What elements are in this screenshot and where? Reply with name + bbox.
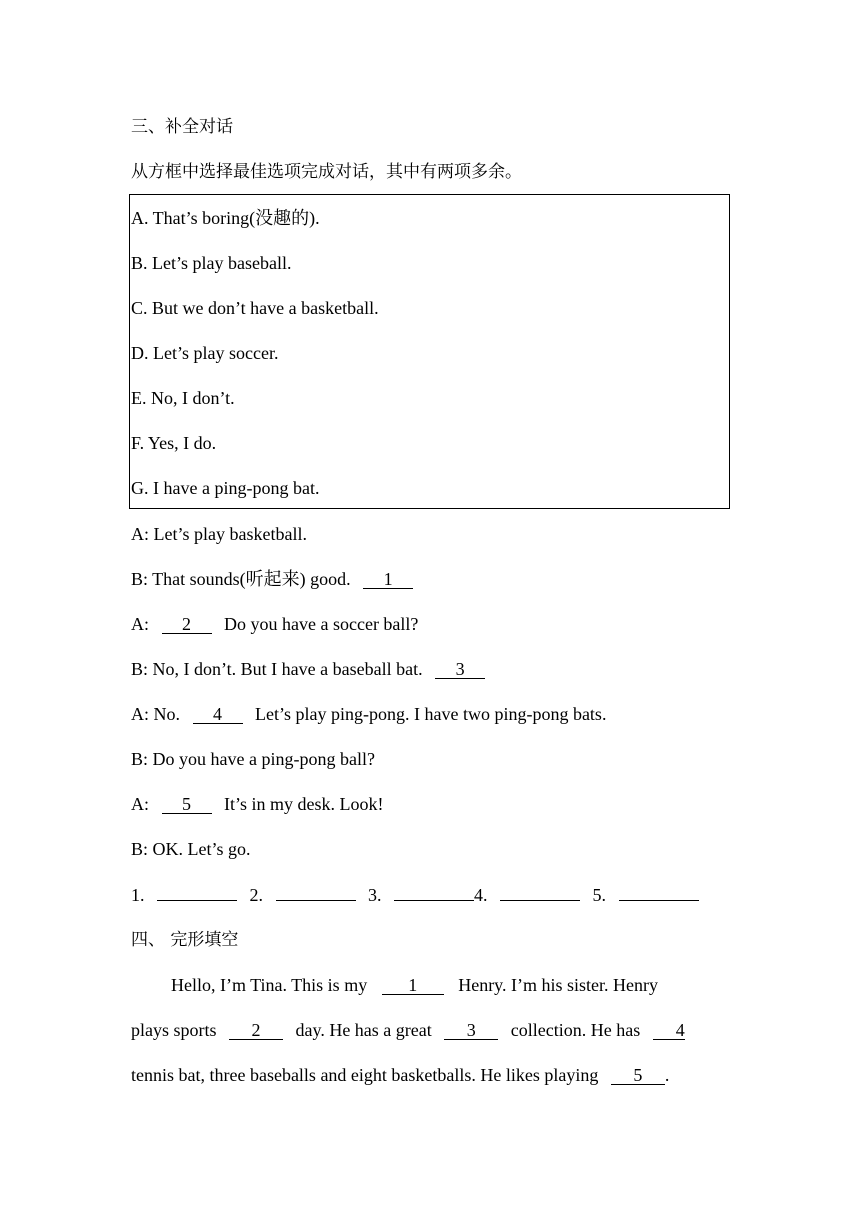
option-d: D. Let’s play soccer.: [131, 343, 279, 363]
dialogue-blank-5[interactable]: 5: [162, 795, 212, 814]
section-3-heading: 三、补全对话: [131, 117, 233, 137]
answer-input-1[interactable]: [157, 884, 237, 901]
dialogue-text: It’s in my desk. Look!: [224, 794, 384, 814]
cloze-text: tennis bat, three baseballs and eight basketballs. He likes playing: [131, 1065, 599, 1085]
dialogue-line-8: B: OK. Let’s go.: [131, 839, 251, 859]
answer-label-2: 2.: [249, 885, 263, 905]
dialogue-blank-3[interactable]: 3: [435, 660, 485, 679]
dialogue-line-5: [131, 703, 606, 725]
option-g: G. I have a ping-pong bat.: [131, 478, 320, 498]
dialogue-text: B: That sounds(听起来) good.: [131, 569, 351, 589]
answer-label-1: 1.: [131, 885, 145, 905]
dialogue-text: Do you have a soccer ball?: [224, 614, 419, 634]
cloze-text: day. He has a great: [295, 1020, 432, 1040]
option-b: B. Let’s play baseball.: [131, 253, 292, 273]
cloze-blank-3[interactable]: 3: [444, 1021, 498, 1040]
cloze-text: Henry. I’m his sister. Henry: [458, 975, 658, 995]
section-4-heading: 四、 完形填空: [131, 930, 239, 950]
cloze-text: plays sports: [131, 1020, 217, 1040]
dialogue-blank-2[interactable]: 2: [162, 615, 212, 634]
dialogue-line-2: [131, 568, 413, 590]
dialogue-text: A: No.: [131, 704, 180, 724]
dialogue-line-3: [131, 613, 418, 635]
cloze-text: Hello, I’m Tina. This is my: [171, 975, 368, 995]
dialogue-line-1: A: Let’s play basketball.: [131, 524, 307, 544]
cloze-blank-5[interactable]: 5: [611, 1066, 665, 1085]
cloze-line-3: [131, 1064, 669, 1086]
cloze-text: collection. He has: [510, 1020, 641, 1040]
answer-input-3[interactable]: [394, 884, 474, 901]
option-e: E. No, I don’t.: [131, 388, 235, 408]
dialogue-line-6: B: Do you have a ping-pong ball?: [131, 749, 375, 769]
options-box: [129, 194, 730, 509]
option-f: F. Yes, I do.: [131, 433, 217, 453]
option-a: A. That’s boring(没趣的).: [131, 208, 320, 228]
answer-input-2[interactable]: [276, 884, 356, 901]
answer-input-5[interactable]: [619, 884, 699, 901]
cloze-blank-1[interactable]: 1: [382, 976, 444, 995]
cloze-blank-2[interactable]: 2: [229, 1021, 283, 1040]
dialogue-blank-1[interactable]: 1: [363, 570, 413, 589]
dialogue-text: A:: [131, 794, 149, 814]
answer-label-3: 3.: [368, 885, 382, 905]
cloze-line-1: [171, 974, 658, 996]
cloze-line-2: [131, 1019, 685, 1041]
answer-label-5: 5.: [592, 885, 606, 905]
answer-line: [131, 884, 699, 906]
dialogue-blank-4[interactable]: 4: [193, 705, 243, 724]
cloze-period: .: [664, 1065, 670, 1085]
dialogue-text: B: No, I don’t. But I have a baseball bat.: [131, 659, 423, 679]
dialogue-text: A:: [131, 614, 149, 634]
cloze-blank-4[interactable]: 4: [653, 1021, 685, 1040]
answer-input-4[interactable]: [500, 884, 580, 901]
dialogue-line-4: [131, 658, 485, 680]
option-c: C. But we don’t have a basketball.: [131, 298, 379, 318]
answer-label-4: 4.: [474, 885, 488, 905]
section-3-instruction: 从方框中选择最佳选项完成对话，其中有两项多余。: [131, 162, 522, 182]
dialogue-text: Let’s play ping-pong. I have two ping-pong bats.: [255, 704, 607, 724]
dialogue-line-7: [131, 793, 384, 815]
